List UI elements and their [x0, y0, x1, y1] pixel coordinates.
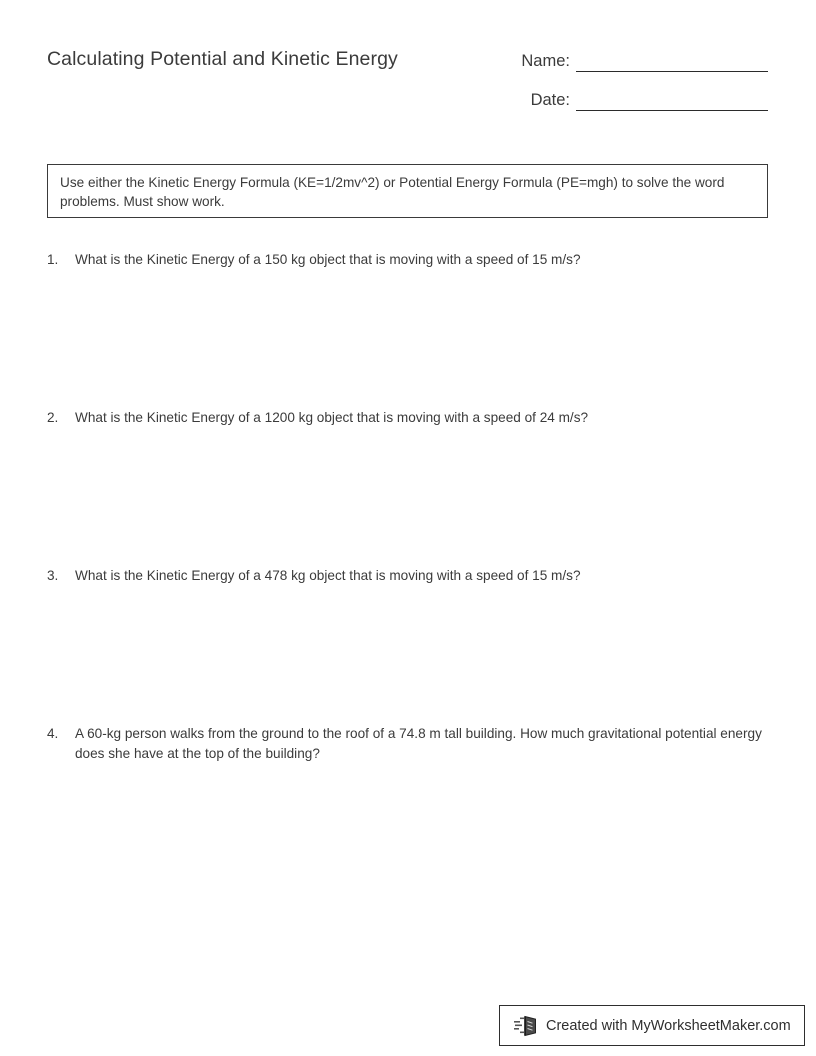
- date-field-label: Date:: [530, 91, 570, 109]
- question-number: 3.: [47, 568, 59, 583]
- question-item-2: [47, 408, 772, 428]
- date-field-input[interactable]: [576, 93, 768, 111]
- name-field-row: [432, 52, 768, 72]
- instructions-text: Use either the Kinetic Energy Formula (KE=1/2mv^2) or Potential Energy Formula (PE=mgh) to solve the word problems. Must show work.: [60, 175, 725, 209]
- question-number: 1.: [47, 252, 59, 267]
- name-field-label: Name:: [521, 52, 570, 70]
- question-text: What is the Kinetic Energy of a 478 kg object that is moving with a speed of 15 m/s?: [75, 568, 581, 583]
- question-text: What is the Kinetic Energy of a 150 kg object that is moving with a speed of 15 m/s?: [75, 252, 581, 267]
- question-item-4: [47, 724, 762, 764]
- question-item-3: [47, 566, 772, 586]
- footer-attribution-badge[interactable]: [499, 1005, 805, 1046]
- question-number: 4.: [47, 726, 59, 741]
- question-text: A 60-kg person walks from the ground to the roof of a 74.8 m tall building. How much gravitational potential energy does she have at the top of the building?: [75, 726, 762, 761]
- question-item-1: [47, 250, 772, 270]
- footer-attribution-text: Created with MyWorksheetMaker.com: [546, 1017, 791, 1034]
- instructions-box: [47, 164, 768, 218]
- date-field-row: [432, 91, 768, 111]
- question-text: What is the Kinetic Energy of a 1200 kg object that is moving with a speed of 24 m/s?: [75, 410, 589, 425]
- page-title: Calculating Potential and Kinetic Energy: [47, 48, 398, 70]
- question-number: 2.: [47, 410, 59, 425]
- worksheet-maker-logo-icon: [514, 1015, 540, 1037]
- name-field-input[interactable]: [576, 54, 768, 72]
